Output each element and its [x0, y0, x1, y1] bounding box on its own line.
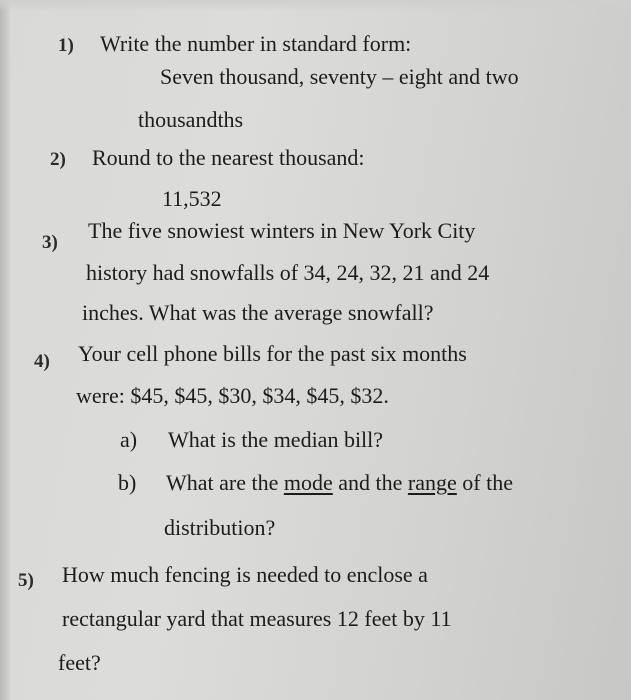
question-4-line-1: Your cell phone bills for the past six months	[78, 341, 467, 366]
question-4b-text-mid: and the	[332, 470, 408, 495]
question-4a-text: What is the median bill?	[168, 427, 384, 452]
question-1-line-2: Seven thousand, seventy – eight and two	[160, 64, 519, 89]
question-5-number: 5)	[18, 570, 34, 591]
question-2-line-2: 11,532	[162, 186, 222, 211]
question-4b-text-pre: What are the	[166, 470, 284, 495]
range-term: range	[407, 470, 457, 495]
question-4b-text-post: of the	[456, 470, 513, 495]
question-4b-continuation: distribution?	[164, 515, 276, 540]
question-4a-label: a)	[120, 427, 138, 452]
question-4-line-2: were: $45, $45, $30, $34, $45, $32.	[76, 383, 389, 408]
question-5-line-3: feet?	[58, 650, 101, 675]
question-3-line-3: inches. What was the average snowfall?	[82, 300, 434, 325]
question-4b-text	[166, 470, 513, 496]
page-top-shadow	[0, 0, 631, 12]
mode-term: mode	[283, 470, 333, 495]
question-2-line-1: Round to the nearest thousand:	[92, 145, 365, 170]
question-1-line-3: thousandths	[138, 107, 244, 132]
question-3-number: 3)	[42, 232, 58, 253]
question-1-line-1: Write the number in standard form:	[100, 31, 412, 56]
question-1-number: 1)	[58, 35, 74, 56]
question-4-number: 4)	[34, 351, 50, 372]
question-2-number: 2)	[50, 149, 66, 170]
question-4b-label: b)	[118, 470, 137, 495]
question-5-line-2: rectangular yard that measures 12 feet by 11	[62, 606, 452, 631]
page-edge-shadow	[0, 0, 10, 700]
question-5-line-1: How much fencing is needed to enclose a	[62, 562, 428, 587]
question-3-line-2: history had snowfalls of 34, 24, 32, 21 and 24	[86, 260, 490, 285]
question-3-line-1: The five snowiest winters in New York City	[88, 218, 476, 243]
